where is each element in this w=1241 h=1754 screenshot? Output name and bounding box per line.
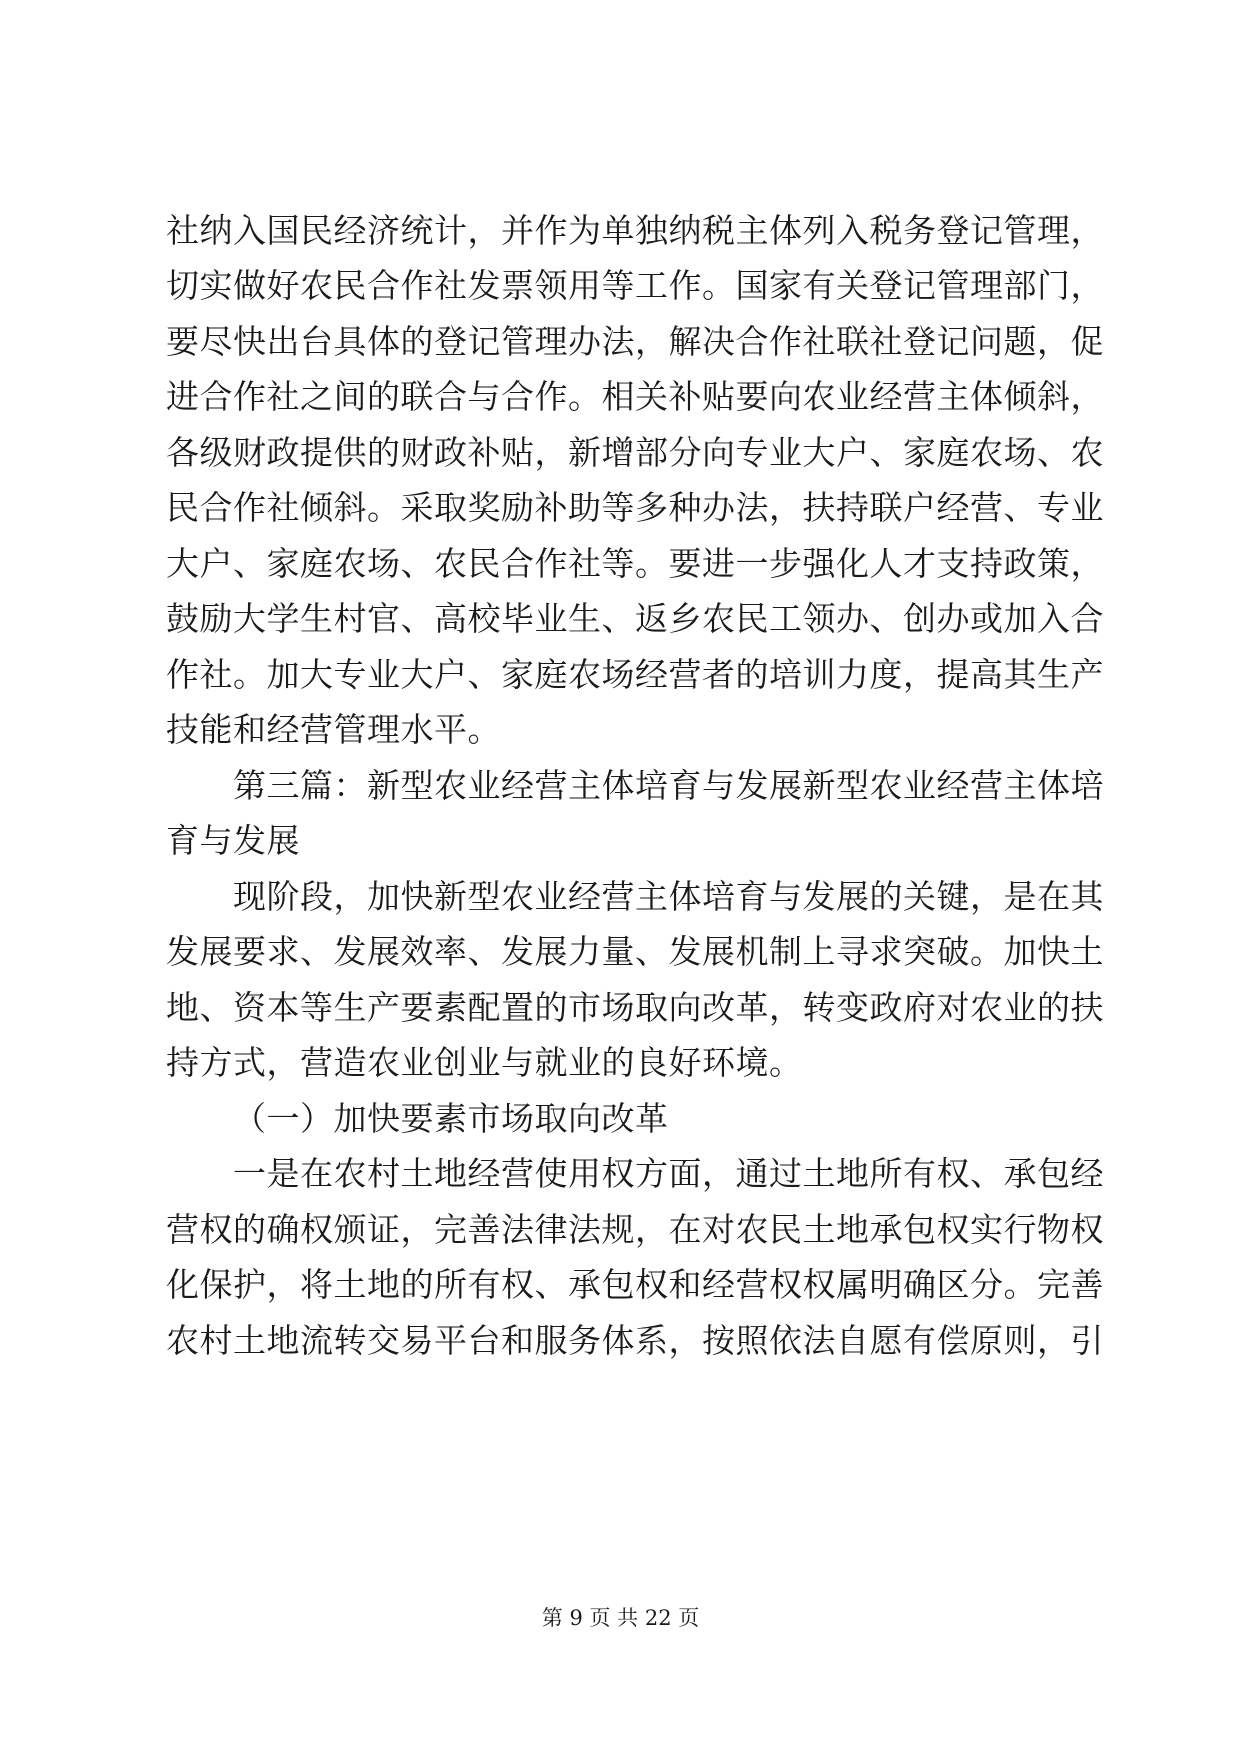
body-line-5: 各级财政提供的财政补贴，新增部分向专业大户、家庭农场、农 bbox=[166, 433, 1104, 472]
body-line-2: 切实做好农民合作社发票领用等工作。国家有关登记管理部门， bbox=[166, 266, 1104, 305]
body-line-20: 化保护，将土地的所有权、承包权和经营权权属明确区分。完善 bbox=[166, 1265, 1104, 1304]
body-line-9: 作社。加大专业大户、家庭农场经营者的培训力度，提高其生产 bbox=[166, 655, 1104, 694]
body-line-14: 发展要求、发展效率、发展力量、发展机制上寻求突破。加快土 bbox=[166, 932, 1104, 971]
page-number-footer: 第 9 页 共 22 页 bbox=[541, 1606, 700, 1630]
body-line-16: 持方式，营造农业创业与就业的良好环境。 bbox=[166, 1043, 803, 1082]
body-line-3: 要尽快出台具体的登记管理办法，解决合作社联社登记问题，促 bbox=[166, 322, 1104, 361]
body-line-4: 进合作社之间的联合与合作。相关补贴要向农业经营主体倾斜， bbox=[166, 377, 1104, 416]
body-line-18: 一是在农村土地经营使用权方面，通过土地所有权、承包经 bbox=[233, 1154, 1104, 1193]
body-line-13: 现阶段，加快新型农业经营主体培育与发展的关键，是在其 bbox=[233, 877, 1104, 916]
body-line-15: 地、资本等生产要素配置的市场取向改革，转变政府对农业的扶 bbox=[166, 988, 1104, 1027]
section-heading-line-1: 第三篇：新型农业经营主体培育与发展新型农业经营主体培 bbox=[233, 766, 1104, 805]
body-line-7: 大户、家庭农场、农民合作社等。要进一步强化人才支持政策， bbox=[166, 544, 1104, 583]
section-heading-line-2: 育与发展 bbox=[166, 821, 300, 860]
body-line-19: 营权的确权颁证，完善法律法规，在对农民土地承包权实行物权 bbox=[166, 1210, 1104, 1249]
body-line-10: 技能和经营管理水平。 bbox=[166, 710, 501, 749]
body-line-6: 民合作社倾斜。采取奖励补助等多种办法，扶持联户经营、专业 bbox=[166, 488, 1104, 527]
body-line-1: 社纳入国民经济统计，并作为单独纳税主体列入税务登记管理， bbox=[166, 211, 1104, 250]
subheading-line: （一）加快要素市场取向改革 bbox=[233, 1099, 669, 1138]
body-line-8: 鼓励大学生村官、高校毕业生、返乡农民工领办、创办或加入合 bbox=[166, 599, 1104, 638]
body-line-21: 农村土地流转交易平台和服务体系，按照依法自愿有偿原则，引 bbox=[166, 1321, 1104, 1360]
